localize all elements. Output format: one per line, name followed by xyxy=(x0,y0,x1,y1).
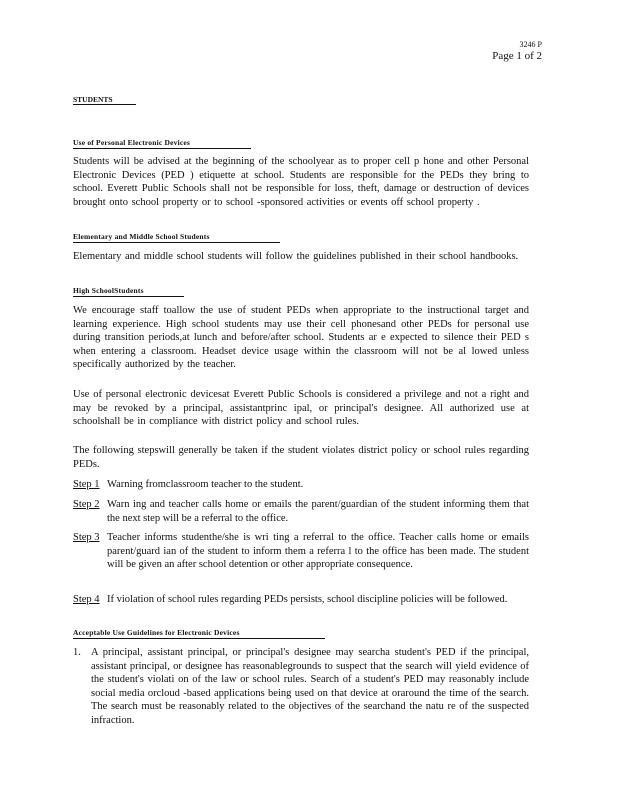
step-item xyxy=(73,531,529,572)
step-text: If violation of school rules regarding PEDs persists, school discipline policies will be followed. xyxy=(107,594,508,605)
step-text: Warn ing and teacher calls home or emails the parent/guardian of the student informing them that the next step will be a referral to the office. xyxy=(107,499,529,524)
paragraph-high-school-2: Use of personal electronic devicesat Everett Public Schools is considered a privilege and not a right and may be revoked by a principal, assistantprinc ipal, or principal's designee. All authorized use at schoolshall be in compliance with district policy and school rules. xyxy=(73,389,529,427)
section-heading-high-school-text: High SchoolStudents xyxy=(73,286,144,295)
document-title: STUDENTS xyxy=(73,95,136,105)
paragraph-elementary: Elementary and middle school students will follow the guidelines published in their school handbooks. xyxy=(73,251,519,262)
step-text: Teacher informs studenthe/she is wri ting a referral to the office. Teacher calls home or emails parent/guard ian of the student to inform them a referra l to the office has been made. The student will be given an after school detention or other appropriate consequence. xyxy=(107,532,529,570)
section-heading-ped xyxy=(73,138,251,149)
step-label: Step 2 xyxy=(73,499,100,510)
paragraph-high-school-3: The following stepswill generally be taken if the student violates district policy or school rules regarding PEDs. xyxy=(73,445,529,470)
step-label: Step 1 xyxy=(73,479,100,490)
section-heading-elementary xyxy=(73,232,280,243)
section-heading-acceptable-use xyxy=(73,628,325,639)
section-heading-elementary-text: Elementary and Middle School Students xyxy=(73,232,210,241)
list-item-number: 1. xyxy=(73,647,81,658)
section-heading-ped-text: Use of Personal Electronic Devices xyxy=(73,138,191,147)
step-text: Warning fromclassroom teacher to the student. xyxy=(107,479,304,490)
list-item-text: A principal, assistant principal, or principal's designee may searcha student's PED if the principal, assistant principal, or designee has reasonablegrounds to suspect that the search will yield evidence of the student's violati on of the law or school rules. Search of a student's PED may reasonably include social media orcloud -based applications being used on that device at oraround the time of the search. The search must be reasonably related to the objectives of the searchand the natu re of the suspected infraction. xyxy=(91,647,529,726)
step-label: Step 3 xyxy=(73,532,100,543)
paragraph-high-school-1: We encourage staff toallow the use of student PEDs when appropriate to the instructional target and learning experience. High school students may use their cell phonesand other PEDs for personal use during transition periods,at lunch and before/after school. Students ar e expected to silence their PED s when entering a classroom. Headset device usage within the classroom will not be al lowed unless specifically authorized by the teacher. xyxy=(73,305,529,370)
section-heading-high-school xyxy=(73,286,184,297)
policy-code: 3246 P xyxy=(519,40,542,49)
step-item xyxy=(73,478,529,492)
step-item xyxy=(73,498,529,525)
step-label: Step 4 xyxy=(73,594,100,605)
section-heading-acceptable-use-text: Acceptable Use Guidelines for Electronic Devices xyxy=(73,628,240,637)
paragraph-ped: Students will be advised at the beginning of the schoolyear as to proper cell p hone and other Personal Electronic Devices (PED ) etiquette at school. Students are responsible for the PEDs they bring to school. Everett Public Schools shall not be responsible for loss, theft, damage or destruction of devices brought onto school property or to school -sponsored activities or events off school property . xyxy=(73,156,529,208)
page-number: Page 1 of 2 xyxy=(492,50,542,62)
list-item xyxy=(73,646,529,727)
step-item xyxy=(73,593,529,607)
